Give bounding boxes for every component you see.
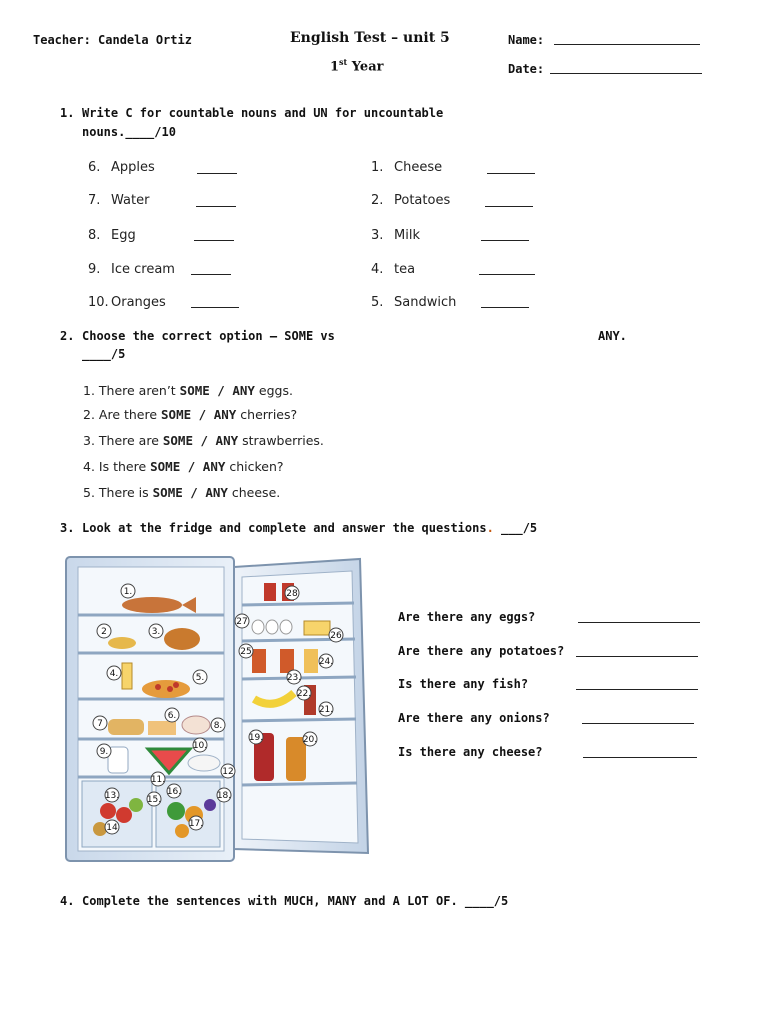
section1-instruction: Write C for countable nouns and UN for uncountable [82,106,444,120]
answer-blank[interactable] [479,274,535,275]
fridge-number-label: 23. [286,673,302,683]
item-number: 10. [88,295,109,310]
section1-score: nouns.____/10 [82,125,176,139]
item-number: 5. [371,295,384,310]
sentence [83,407,297,422]
fridge-number-label: 7 [97,719,103,729]
fridge-number-label: 26 [330,631,342,641]
fridge-illustration [64,553,370,863]
item-word: Oranges [111,295,166,310]
test-title: English Test – unit 5 [290,30,450,46]
fridge-number-label: 6. [167,711,177,721]
section3-instruction-text: Look at the fridge and complete and answer the questions [82,521,487,535]
item-number: 4. [371,262,384,277]
answer-blank[interactable] [576,656,698,657]
sentence-start: 1. There aren’t [83,383,180,398]
fridge-number-label: 24. [318,657,334,667]
fridge-number-label: 4. [109,669,119,679]
fridge-number-label: 20. [302,735,318,745]
year-label [330,57,383,74]
item-word: Ice cream [111,262,175,277]
sentence-start: 2. Are there [83,407,162,422]
item-number: 9. [88,262,101,277]
fridge-question: Are there any onions? [398,711,550,725]
item-word: Milk [394,228,420,243]
item-word: Egg [111,228,136,243]
fridge-question: Is there any cheese? [398,745,543,759]
fridge-number-label: 10. [192,741,208,751]
item-number: 8. [88,228,101,243]
option-choice[interactable]: SOME / ANY [161,407,237,422]
answer-blank[interactable] [578,622,700,623]
section3-instruction [82,521,537,535]
fridge-number-label: 18. [216,791,232,801]
sentence-end: strawberries. [238,433,324,448]
answer-blank[interactable] [191,307,239,308]
item-word: Cheese [394,160,443,175]
answer-blank[interactable] [582,723,694,724]
fridge-number-label: 28 [286,589,298,599]
fridge-question: Are there any eggs? [398,610,536,624]
fridge-number-label: 22. [296,689,312,699]
fridge-number-label: 9. [99,747,109,757]
item-number: 1. [371,160,384,175]
section2-number: 2. [60,329,75,343]
item-number: 2. [371,193,384,208]
item-word: tea [394,262,416,277]
date-label: Date: [508,62,545,76]
item-word: Sandwich [394,295,457,310]
sentence-end: eggs. [254,383,293,398]
option-choice[interactable]: SOME / ANY [152,485,228,500]
teacher-label: Teacher: Candela Ortiz [33,33,192,47]
fridge-number-label: 14 [106,823,118,833]
sentence-start: 3. There are [83,433,163,448]
sentence [83,459,284,474]
answer-blank[interactable] [481,307,529,308]
fridge-number-label: 8. [213,721,223,731]
fridge-number-label: 13. [104,791,120,801]
fridge-question: Is there any fish? [398,677,529,691]
answer-blank[interactable] [194,240,234,241]
sentence-end: chicken? [225,459,284,474]
item-word: Apples [111,160,155,175]
sentence [83,383,293,398]
answer-blank[interactable] [485,206,533,207]
fridge-number-label: 1. [123,587,133,597]
section3-number: 3. [60,521,75,535]
answer-blank[interactable] [481,240,529,241]
section4-instruction [82,894,508,908]
date-field[interactable] [550,73,702,74]
section2-score: ____/5 [82,347,126,361]
fridge-number-label: 17. [188,819,204,829]
answer-blank[interactable] [196,206,236,207]
option-choice[interactable]: SOME / ANY [150,459,226,474]
year-suffix: st [339,57,348,67]
section3-period: . [486,521,494,535]
year-number: 1 [330,59,340,75]
answer-blank[interactable] [487,173,535,174]
section3-score: ___/5 [493,521,538,535]
item-word: Potatoes [394,193,451,208]
fridge-number-label: 2 [101,627,107,637]
section2-instruction: Choose the correct option – SOME vs [82,329,335,343]
sentence-start: 5. There is [83,485,153,500]
fridge-number-label: 15. [146,795,162,805]
name-label: Name: [508,33,545,47]
sentence-end: cherries? [236,407,298,422]
answer-blank[interactable] [197,173,237,174]
sentence-start: 4. Is there [83,459,151,474]
fridge-number-label: 16. [166,787,182,797]
item-word: Water [111,193,150,208]
fridge-number-label: 11. [150,775,166,785]
option-choice[interactable]: SOME / ANY [179,383,255,398]
fridge-number-label: 27 [236,617,248,627]
section4-number: 4. [60,894,75,908]
answer-blank[interactable] [576,689,698,690]
sentence [83,433,324,448]
fridge-number-label: 25 [240,647,252,657]
year-word: Year [347,59,384,75]
item-number: 3. [371,228,384,243]
section4-score: ____/5 [457,894,509,908]
section4-instruction-text: Complete the sentences with MUCH, MANY and A LOT OF. [82,894,458,908]
option-choice[interactable]: SOME / ANY [162,433,239,448]
name-field[interactable] [554,44,700,45]
sentence [83,485,280,500]
fridge-number-label: 5. [195,673,205,683]
answer-blank[interactable] [583,757,697,758]
fridge-number-label: 3. [151,627,161,637]
sentence-end: cheese. [227,485,281,500]
fridge-number-label: 19. [248,733,264,743]
item-number: 6. [88,160,101,175]
section2-instruction-end: ANY. [598,329,627,343]
section1-number: 1. [60,106,75,120]
fridge-question: Are there any potatoes? [398,644,565,658]
fridge-number-label: 21. [318,705,334,715]
item-number: 7. [88,193,101,208]
fridge-number-label: 12 [222,767,234,777]
answer-blank[interactable] [191,274,231,275]
